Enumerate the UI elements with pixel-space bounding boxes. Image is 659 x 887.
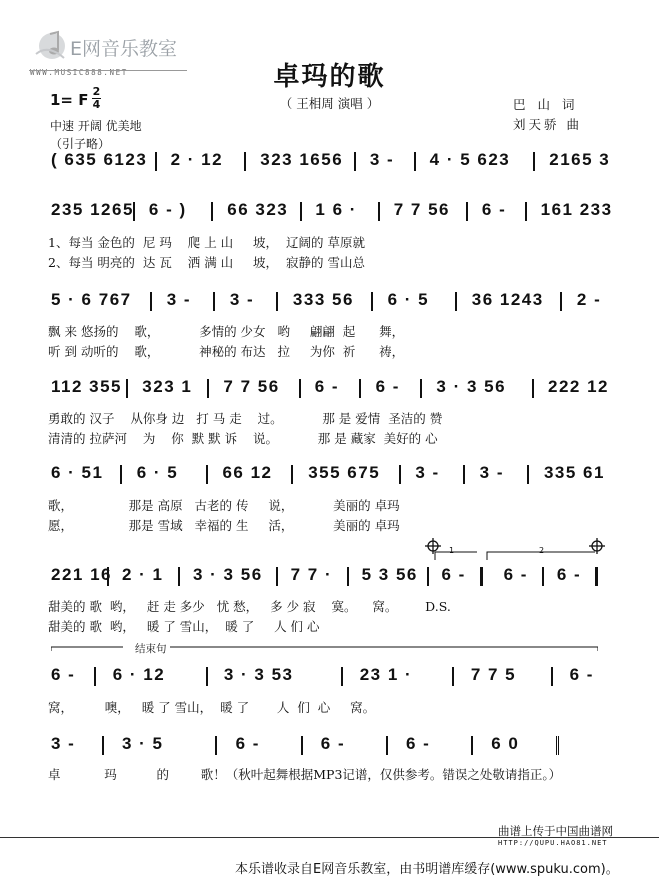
score-row <box>45 290 613 322</box>
barline <box>471 736 473 755</box>
barline <box>299 379 301 398</box>
measure-notes: 6 0 <box>491 734 520 753</box>
barline <box>213 292 215 311</box>
barline <box>560 292 562 311</box>
footer-site-box <box>498 823 638 847</box>
measure-notes: 7 7 · <box>290 565 333 584</box>
barline <box>542 567 544 586</box>
footer-url: HTTP://QUPU.HAO81.NET <box>498 839 608 847</box>
volta-1-label: 1 <box>449 546 455 555</box>
lyric-line: 卓 玛 的 歌！（秋叶起舞根据MP3记谱，仅供参考。错误之处敬请指正。） <box>48 767 562 782</box>
source-note: 本乐谱收录自E网音乐教室，由书明谱库缓存(www.spuku.com)。 <box>235 862 619 877</box>
barline <box>150 292 152 311</box>
measure-notes: 3 - <box>479 463 505 482</box>
barline <box>595 567 598 586</box>
measure-notes: 3 · 5 <box>122 734 164 753</box>
barline <box>276 567 278 586</box>
measure-notes: 6 - <box>441 565 466 584</box>
measure-notes: 6 - <box>51 665 76 684</box>
notation-line <box>45 665 613 687</box>
measure-notes: 323 1656 <box>260 150 344 169</box>
measure-notes: 235 1265 <box>51 200 134 219</box>
measure-notes: 3 - <box>229 290 255 309</box>
barline <box>455 292 457 311</box>
measure-notes: 2165 3 <box>549 150 611 169</box>
barline <box>215 736 217 755</box>
notation-line <box>45 377 613 399</box>
barline <box>211 202 213 221</box>
lyric-line: 甜美的 歌 哟， 赶 走 多少 忧 愁， 多 少 寂 寞。 窝。 D.S. <box>48 599 451 614</box>
measure-notes: 335 61 <box>543 463 605 482</box>
measure-notes: 7 7 56 <box>393 200 451 219</box>
meter-bottom: 4 <box>92 98 101 111</box>
composer-credit: 刘天骄 曲 <box>513 117 582 132</box>
lyric-line: 甜美的 歌 哟， 暖 了 雪山， 暖 了 人 们 心 <box>48 619 320 634</box>
measure-notes: 7 7 5 <box>470 665 517 684</box>
ending-label: 结束句 <box>132 641 170 656</box>
barline <box>427 567 429 586</box>
barline <box>276 292 278 311</box>
barline <box>399 465 401 484</box>
measure-notes: 5 3 56 <box>361 565 418 584</box>
intro-note: （引子略） <box>50 137 111 151</box>
lyric-line: 歌， 那是 高原 古老的 传 说， 美丽的 卓玛 <box>48 498 400 513</box>
barline <box>178 567 180 586</box>
measure-notes: 323 1 <box>142 377 193 396</box>
measure-notes: 3 · 3 53 <box>223 665 294 684</box>
measure-notes: 4 · 5 623 <box>429 150 511 169</box>
measure-notes: 6 - <box>406 734 431 753</box>
measure-notes: 6 - <box>235 734 260 753</box>
measure-notes: 36 1243 <box>471 290 544 309</box>
measure-notes: 6 - <box>481 200 507 219</box>
footer-site: 曲谱上传于中国曲谱网 <box>498 824 613 838</box>
measure-notes: 161 233 <box>540 200 613 219</box>
singer-credit: （ 王相周 演唱 ） <box>279 96 380 111</box>
barline <box>480 567 483 586</box>
measure-notes: 6 · 51 <box>51 463 104 482</box>
measure-notes: 7 7 56 <box>223 377 280 396</box>
barline <box>126 379 128 398</box>
barline <box>133 202 135 221</box>
logo-url: WWW.MUSIC888.NET <box>30 68 128 77</box>
barline <box>207 379 209 398</box>
measure-notes: 3 - <box>369 150 395 169</box>
barline <box>301 736 303 755</box>
measure-notes: 5 · 6 767 <box>51 290 132 309</box>
score-row <box>45 665 613 697</box>
score-row <box>45 463 613 495</box>
measure-notes: 6 - <box>556 565 582 584</box>
lyric-line: 愿， 那是 雪域 幸福的 生 活， 美丽的 卓玛 <box>48 518 400 533</box>
score-row <box>45 200 613 232</box>
barline <box>354 152 356 171</box>
barline <box>378 202 380 221</box>
time-signature <box>92 87 101 110</box>
lyric-line: 听 到 动听的 歌， 神秘的 布达 拉 为你 祈 祷， <box>48 344 405 359</box>
score-row <box>45 734 613 766</box>
measure-notes: 355 675 <box>308 463 381 482</box>
barline <box>107 567 109 586</box>
measure-notes: 6 · 12 <box>112 665 166 684</box>
measure-notes: ( 635 6123 <box>51 150 148 169</box>
measure-notes: 66 323 <box>227 200 289 219</box>
measure-notes: 6 - <box>314 377 340 396</box>
barline <box>155 152 157 171</box>
barline <box>371 292 373 311</box>
barline <box>414 152 416 171</box>
notation-line <box>45 290 613 312</box>
measure-notes: 221 16 <box>51 565 112 584</box>
barline <box>532 379 534 398</box>
score-row <box>45 565 613 597</box>
measure-notes: 6 - ) <box>148 200 187 219</box>
lyric-line: 飘 来 悠扬的 歌， 多情的 少女 哟 翩翩 起 舞， <box>48 324 405 339</box>
barline <box>120 465 122 484</box>
barline <box>556 736 559 755</box>
barline <box>94 667 96 686</box>
barline <box>420 379 422 398</box>
barline <box>300 202 302 221</box>
key-signature: 1= F <box>50 91 89 109</box>
barline <box>525 202 527 221</box>
volta-2-label: 2 <box>539 546 545 555</box>
measure-notes: 6 - <box>320 734 346 753</box>
notation-line <box>45 565 613 587</box>
footer-divider <box>0 837 659 838</box>
barline <box>359 379 361 398</box>
measure-notes: 112 355 <box>51 377 123 396</box>
barline <box>533 152 535 171</box>
score-row <box>45 377 613 409</box>
barline <box>452 667 454 686</box>
notation-line <box>45 463 613 485</box>
lyric-line: 窝， 噢， 暖 了 雪山， 暖 了 人 们 心 窝。 <box>48 700 376 715</box>
score-row <box>45 150 613 182</box>
barline <box>466 202 468 221</box>
measure-notes: 6 - <box>569 665 594 684</box>
barline <box>291 465 293 484</box>
lyric-line: 1、每当 金色的 尼 玛 爬 上 山 坡， 辽阔的 草原就 <box>48 235 365 250</box>
lyric-line: 清清的 拉萨河 为 你 默 默 诉 说。 那 是 藏家 美好的 心 <box>48 431 438 446</box>
measure-notes: 2 · 12 <box>170 150 224 169</box>
barline <box>347 567 349 586</box>
lyric-line: 勇敢的 汉子 从你身 边 打 马 走 过。 那 是 爱情 圣洁的 赞 <box>48 411 443 426</box>
measure-notes: 3 · 3 56 <box>436 377 507 396</box>
measure-notes: 1 6 · <box>315 200 357 219</box>
measure-notes: 3 · 3 56 <box>193 565 263 584</box>
measure-notes: 2 - <box>576 290 602 309</box>
notation-line <box>45 200 613 222</box>
measure-notes: 3 - <box>415 463 440 482</box>
notation-line <box>45 150 613 172</box>
measure-notes: 6 · 5 <box>136 463 179 482</box>
measure-notes: 2 · 1 <box>122 565 164 584</box>
barline <box>244 152 246 171</box>
measure-notes: 6 - <box>375 377 400 396</box>
measure-notes: 3 - <box>166 290 192 309</box>
measure-notes: 6 · 5 <box>387 290 430 309</box>
measure-notes: 333 56 <box>292 290 354 309</box>
logo-text: E网音乐教室 <box>70 38 178 60</box>
meter-top: 2 <box>92 85 101 98</box>
barline <box>551 667 553 686</box>
notation-line <box>45 734 613 756</box>
measure-notes: 6 - <box>503 565 528 584</box>
barline <box>206 667 208 686</box>
barline <box>341 667 343 686</box>
lyricist-credit: 巴 山 词 <box>513 97 579 112</box>
song-title: 卓玛的歌 <box>273 62 386 92</box>
lyric-line: 2、每当 明亮的 达 瓦 洒 满 山 坡， 寂静的 雪山总 <box>48 255 365 270</box>
measure-notes: 222 12 <box>548 377 609 396</box>
barline <box>206 465 208 484</box>
barline <box>102 736 104 755</box>
tempo-marking: 中速 开阔 优美地 <box>50 119 142 133</box>
barline <box>463 465 465 484</box>
barline <box>386 736 388 755</box>
measure-notes: 66 12 <box>222 463 273 482</box>
measure-notes: 23 1 · <box>359 665 413 684</box>
barline <box>527 465 529 484</box>
measure-notes: 3 - <box>51 734 76 753</box>
